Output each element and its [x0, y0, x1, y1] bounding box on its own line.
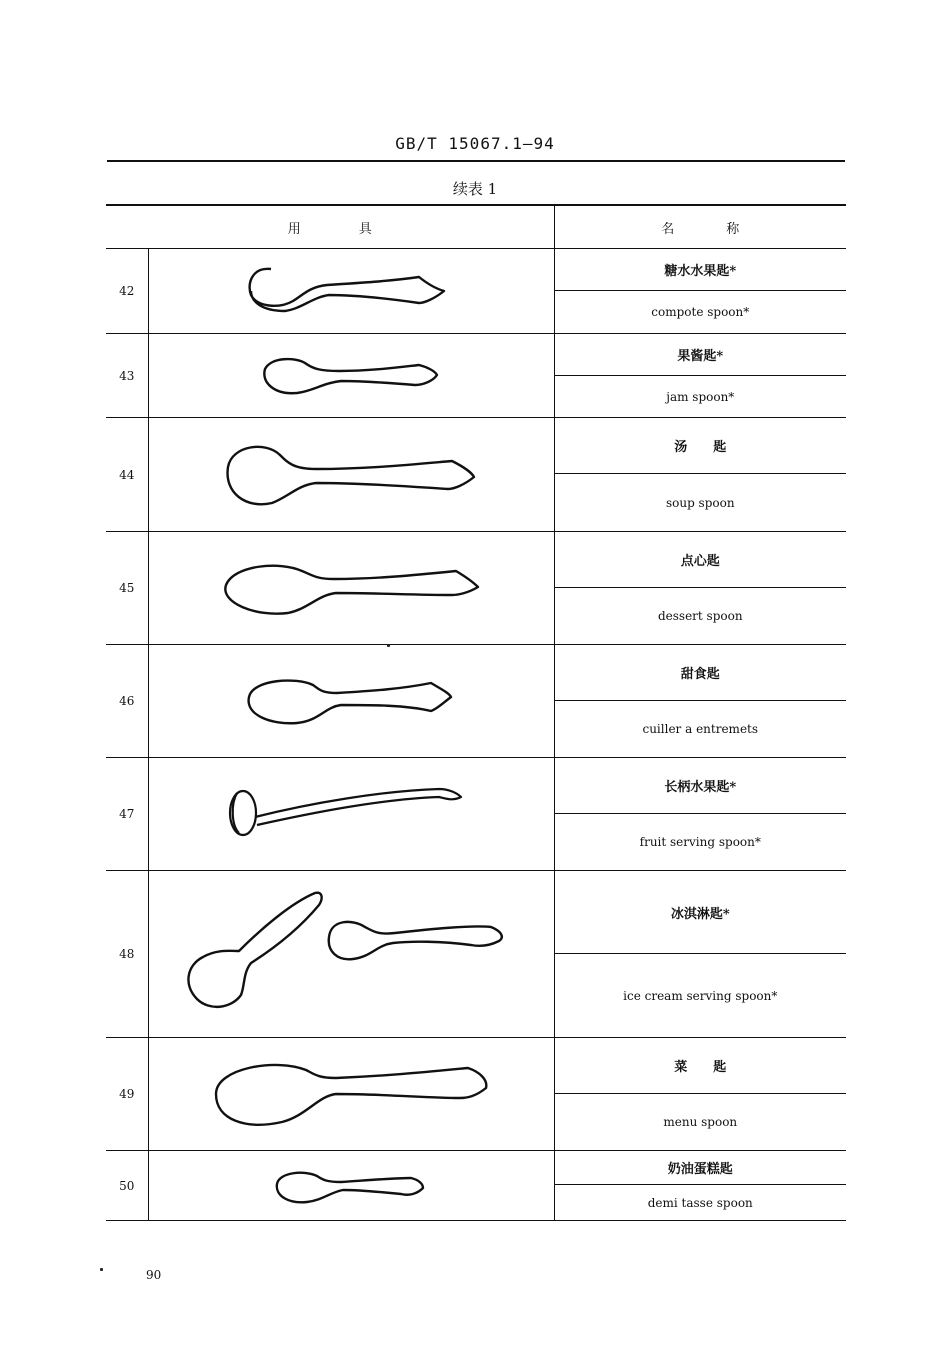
standard-code: GB/T 15067.1—94 — [395, 134, 555, 153]
menu-spoon-icon — [206, 1054, 496, 1134]
soup-spoon-icon — [216, 435, 486, 515]
speck — [387, 644, 390, 647]
name-en: compote spoon* — [554, 291, 846, 334]
row-number: 42 — [106, 249, 148, 334]
row-drawing — [148, 532, 554, 645]
table-title: 续表 1 — [452, 180, 498, 198]
table-row — [106, 758, 846, 814]
name-zh: 糖水水果匙* — [554, 249, 846, 291]
row-drawing — [148, 871, 554, 1038]
row-drawing — [148, 249, 554, 334]
dessert-spoon-icon — [216, 553, 486, 623]
row-number: 46 — [106, 645, 148, 758]
name-zh: 点心匙 — [554, 532, 846, 588]
row-drawing — [148, 758, 554, 871]
row-number: 50 — [106, 1151, 148, 1221]
name-en: fruit serving spoon* — [554, 814, 846, 871]
table-header-row — [106, 205, 846, 249]
standard-header — [0, 134, 950, 153]
name-en: demi tasse spoon — [554, 1185, 846, 1221]
compote-spoon-icon — [241, 261, 461, 321]
row-drawing — [148, 418, 554, 532]
name-zh: 菜 匙 — [554, 1038, 846, 1094]
header-rule — [107, 160, 845, 162]
demi-tasse-spoon-icon — [271, 1166, 431, 1206]
entremets-spoon-icon — [241, 671, 461, 731]
table-row — [106, 334, 846, 376]
name-en: ice cream serving spoon* — [554, 954, 846, 1038]
row-number: 48 — [106, 871, 148, 1038]
row-number: 44 — [106, 418, 148, 532]
row-drawing — [148, 1151, 554, 1221]
name-en: dessert spoon — [554, 588, 846, 645]
name-zh: 汤 匙 — [554, 418, 846, 474]
name-zh: 奶油蛋糕匙 — [554, 1151, 846, 1185]
page-number: 90 — [146, 1268, 162, 1282]
name-en: cuiller a entremets — [554, 701, 846, 758]
row-drawing — [148, 1038, 554, 1151]
row-number: 43 — [106, 334, 148, 418]
name-en: jam spoon* — [554, 376, 846, 418]
row-number: 47 — [106, 758, 148, 871]
table-row — [106, 645, 846, 701]
ice-cream-spoon-icon — [181, 889, 521, 1019]
table-row — [106, 1038, 846, 1094]
name-zh: 冰淇淋匙* — [554, 871, 846, 954]
table-row — [106, 1151, 846, 1185]
name-zh: 甜食匙 — [554, 645, 846, 701]
row-drawing — [148, 645, 554, 758]
table-row — [106, 871, 846, 954]
row-number: 45 — [106, 532, 148, 645]
jam-spoon-icon — [251, 351, 451, 401]
name-en: soup spoon — [554, 474, 846, 532]
name-zh: 果酱匙* — [554, 334, 846, 376]
table-row — [106, 249, 846, 291]
name-en: menu spoon — [554, 1094, 846, 1151]
row-drawing — [148, 334, 554, 418]
name-zh: 长柄水果匙* — [554, 758, 846, 814]
table-row — [106, 418, 846, 474]
col-header-name: 名称 — [554, 205, 846, 249]
speck — [100, 1268, 103, 1271]
col-header-tool: 用具 — [106, 205, 554, 249]
spoon-table — [106, 204, 846, 1221]
table-row — [106, 532, 846, 588]
fruit-serving-spoon-icon — [221, 779, 481, 849]
row-number: 49 — [106, 1038, 148, 1151]
